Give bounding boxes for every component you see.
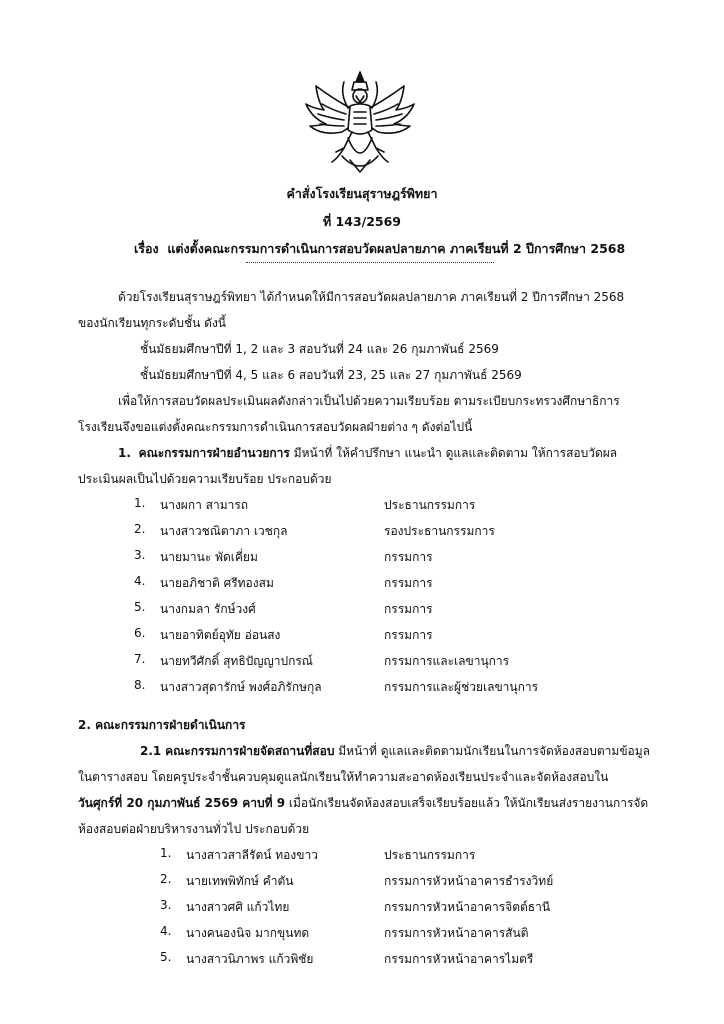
section-2-1-duty-line-3 xyxy=(78,794,648,813)
member-2-5-role: กรรมการหัวหน้าอาคารไมตรี xyxy=(384,952,534,966)
member-2-3-name: นางสาวศศิ แก้วไทย xyxy=(186,900,290,914)
order-title: คำสั่งโรงเรียนสุราษฎร์พิทยา xyxy=(286,186,438,201)
subject-label: เรื่อง xyxy=(134,241,159,256)
member-2-1-no: 1. xyxy=(160,846,172,860)
member-1-3-role: กรรมการ xyxy=(384,550,433,564)
member-2-2-name: นายเทพพิทักษ์ คำตัน xyxy=(186,874,294,888)
member-1-1-role: ประธานกรรมการ xyxy=(384,498,476,512)
member-1-6-name: นายอาทิตย์อุทัย อ่อนสง xyxy=(160,628,281,642)
member-2-3-no: 3. xyxy=(160,898,172,912)
member-1-4-role: กรรมการ xyxy=(384,576,433,590)
purpose-line-1: เพื่อให้การสอบวัดผลประเมินผลดังกล่าวเป็นไปด้วยความเรียบร้อย ตามระเบียบกระทรวงศึกษาธิการ xyxy=(118,394,620,408)
member-1-8-no: 8. xyxy=(134,678,146,692)
member-2-1-role: ประธานกรรมการ xyxy=(384,848,476,862)
member-2-5-no: 5. xyxy=(160,950,172,964)
section-2-1-number: 2.1 xyxy=(140,744,162,758)
order-number: ที่ 143/2569 xyxy=(322,214,402,229)
member-1-7-no: 7. xyxy=(134,652,146,666)
section-1-heading xyxy=(118,444,617,463)
member-1-2-role: รองประธานกรรมการ xyxy=(384,524,495,538)
member-1-6-role: กรรมการ xyxy=(384,628,433,642)
section-1-duty-line-2: ประเมินผลเป็นไปด้วยความเรียบร้อย ประกอบด้วย xyxy=(78,472,332,486)
member-1-2-name: นางสาวชณิตาภา เวชกุล xyxy=(160,524,288,538)
section-1-title: คณะกรรมการฝ่ายอำนวยการ xyxy=(138,446,290,460)
member-1-3-name: นายมานะ พัดเคี่ยม xyxy=(160,550,258,564)
order-subject xyxy=(134,239,625,259)
section-2-heading: 2. คณะกรรมการฝ่ายดำเนินการ xyxy=(78,718,246,732)
member-1-7-role: กรรมการและเลขานุการ xyxy=(384,654,510,668)
section-2-1-title: คณะกรรมการฝ่ายจัดสถานที่สอบ xyxy=(165,744,335,758)
purpose-line-2: โรงเรียนจึงขอแต่งตั้งคณะกรรมการดำเนินการสอบวัดผลฝ่ายต่าง ๆ ดังต่อไปนี้ xyxy=(78,420,473,434)
member-1-7-name: นายทวีศักดิ์ สุทธิปัญญาปกรณ์ xyxy=(160,654,313,668)
member-2-4-role: กรรมการหัวหน้าอาคารสันติ xyxy=(384,926,529,940)
member-1-4-name: นายอภิชาติ ศรีทองสม xyxy=(160,576,274,590)
member-1-2-no: 2. xyxy=(134,522,146,536)
member-2-5-name: นางสาวนิภาพร แก้วพิชัย xyxy=(186,952,314,966)
member-1-1-no: 1. xyxy=(134,496,146,510)
section-2-1-duty-cont: เมื่อนักเรียนจัดห้องสอบเสร็จเรียบร้อยแล้ว ให้นักเรียนส่งรายงานการจัด xyxy=(285,796,649,810)
section-2-1-duty-line-4: ห้องสอบต่อฝ่ายบริหารงานทั่วไป ประกอบด้วย xyxy=(78,822,310,836)
subject-text: แต่งตั้งคณะกรรมการดำเนินการสอบวัดผลปลายภาค ภาคเรียนที่ 2 ปีการศึกษา 2568 xyxy=(167,241,626,256)
section-2-1-duty: มีหน้าที่ ดูแลและติดตามนักเรียนในการจัดห้องสอบตามข้อมูล xyxy=(334,744,651,758)
member-2-2-no: 2. xyxy=(160,872,172,886)
exam-room-date: วันศุกร์ที่ 20 กุมภาพันธ์ 2569 คาบที่ 9 xyxy=(78,796,286,810)
intro-line-1: ด้วยโรงเรียนสุราษฎร์พิทยา ได้กำหนดให้มีการสอบวัดผลปลายภาค ภาคเรียนที่ 2 ปีการศึกษา 2568 xyxy=(118,290,625,304)
member-1-8-name: นางสาวสุดารักษ์ พงศ์อภิรักษกุล xyxy=(160,680,322,694)
member-2-3-role: กรรมการหัวหน้าอาคารจิตต์ธานี xyxy=(384,900,551,914)
member-2-2-role: กรรมการหัวหน้าอาคารธำรงวิทย์ xyxy=(384,874,554,888)
member-1-1-name: นางผกา สามารถ xyxy=(160,498,249,512)
member-1-5-role: กรรมการ xyxy=(384,602,433,616)
section-2-1-duty-line-2: ในตารางสอบ โดยครูประจำชั้นควบคุมดูแลนักเรียนให้ทำความสะอาดห้องเรียนประจำและจัดห้องสอบใน xyxy=(78,770,609,784)
member-1-6-no: 6. xyxy=(134,626,146,640)
section-1-duty: มีหน้าที่ ให้คำปรึกษา แนะนำ ดูแลและติดตาม ให้การสอบวัดผล xyxy=(289,446,618,460)
member-1-8-role: กรรมการและผู้ช่วยเลขานุการ xyxy=(384,680,539,694)
member-1-3-no: 3. xyxy=(134,548,146,562)
section-1-number: 1. xyxy=(118,446,131,460)
member-2-1-name: นางสาวสาลีรัตน์ ทองขาว xyxy=(186,848,318,862)
member-2-4-name: นางคนองนิจ มากขุนทด xyxy=(186,926,310,940)
garuda-emblem-icon xyxy=(302,68,418,178)
member-1-5-name: นางกมลา รักษ์วงศ์ xyxy=(160,602,256,616)
member-1-5-no: 5. xyxy=(134,600,146,614)
section-2-1-heading xyxy=(140,742,650,761)
member-1-4-no: 4. xyxy=(134,574,146,588)
intro-line-2: ของนักเรียนทุกระดับชั้น ดังนี้ xyxy=(78,316,227,330)
member-2-4-no: 4. xyxy=(160,924,172,938)
schedule-line-1: ชั้นมัธยมศึกษาปีที่ 1, 2 และ 3 สอบวันที่ 24 และ 26 กุมภาพันธ์ 2569 xyxy=(140,342,499,356)
dotted-divider xyxy=(246,262,494,263)
schedule-line-2: ชั้นมัธยมศึกษาปีที่ 4, 5 และ 6 สอบวันที่ 23, 25 และ 27 กุมภาพันธ์ 2569 xyxy=(140,368,522,382)
